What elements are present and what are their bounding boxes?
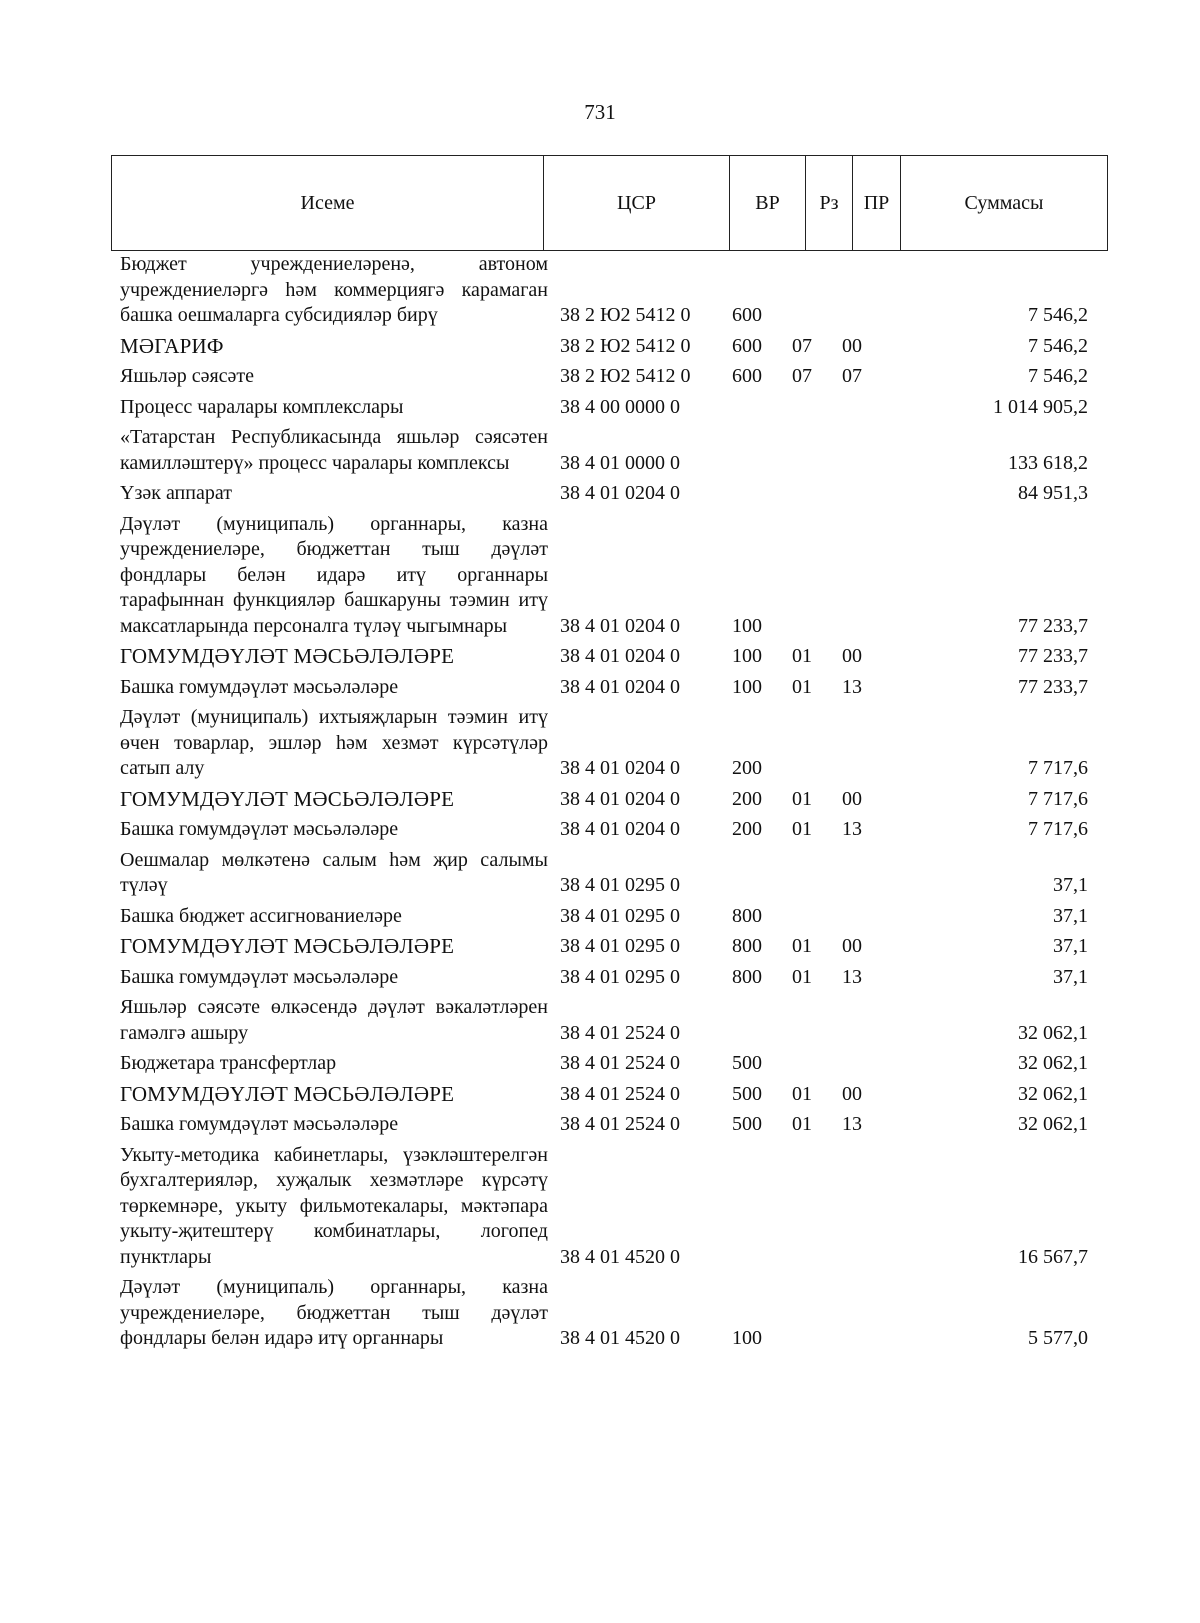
row-sum: 37,1	[1053, 904, 1088, 927]
table-row	[120, 848, 1100, 899]
table-row	[120, 395, 1100, 421]
row-sum: 7 546,2	[1028, 365, 1088, 387]
row-name: Дәүләт (муниципаль) ихтыяҗларын тәэмин итү өчен товарлар, эшләр һәм хезмәт күрсәтүләр сатып алу	[120, 706, 548, 779]
row-pr: 00	[842, 645, 862, 667]
row-vr: 200	[732, 757, 762, 779]
table-row	[120, 995, 1100, 1046]
row-csr: 38 4 01 0204 0	[560, 482, 680, 504]
row-csr: 38 2 Ю2 5412 0	[560, 304, 691, 326]
row-sum: 1 014 905,2	[993, 395, 1088, 418]
row-name: Бюджетара трансфертлар	[120, 1052, 337, 1074]
row-rz: 07	[792, 365, 812, 387]
row-csr: 38 4 01 0295 0	[560, 965, 680, 988]
row-rz: 01	[792, 1113, 812, 1135]
table-row	[120, 364, 1100, 390]
row-csr: 38 4 01 0295 0	[560, 935, 680, 957]
row-rz: 01	[792, 965, 812, 988]
table-row	[120, 1275, 1100, 1352]
row-csr: 38 4 01 2524 0	[560, 1052, 680, 1074]
header-vr: ВР	[730, 156, 806, 251]
row-name: Бюджет учреждениеләренә, автоном учреждениеләргә һәм коммерциягә карамаган башка оешмаларга субсидияләр бирү	[120, 253, 548, 326]
row-sum: 133 618,2	[1008, 451, 1088, 474]
row-sum: 7 546,2	[1028, 334, 1088, 357]
row-pr: 00	[842, 935, 862, 957]
row-vr: 100	[732, 675, 762, 698]
row-rz: 01	[792, 935, 812, 957]
row-pr: 13	[842, 675, 862, 698]
row-vr: 500	[732, 1082, 762, 1105]
row-name: ГОМУМДӘҮЛӘТ МӘСЬӘЛӘЛӘРЕ	[120, 1081, 455, 1106]
row-csr: 38 4 01 2524 0	[560, 1082, 680, 1105]
row-vr: 600	[732, 334, 762, 357]
row-name: Үзәк аппарат	[120, 482, 232, 504]
row-rz: 01	[792, 818, 812, 840]
table-row	[120, 334, 1100, 360]
row-name: Башка бюджет ассигнованиеләре	[120, 904, 402, 927]
row-csr: 38 4 01 2524 0	[560, 1021, 680, 1044]
table-row	[120, 904, 1100, 930]
row-sum: 7 717,6	[1028, 787, 1088, 810]
row-vr: 800	[732, 904, 762, 927]
row-csr: 38 4 01 4520 0	[560, 1245, 680, 1268]
row-name: Башка гомумдәүләт мәсьәләләре	[120, 965, 399, 988]
table-row	[120, 817, 1100, 843]
row-pr: 13	[842, 965, 862, 988]
row-sum: 77 233,7	[1018, 675, 1088, 698]
row-sum: 7 717,6	[1028, 757, 1088, 779]
row-csr: 38 4 01 0204 0	[560, 645, 680, 667]
header-pr: ПР	[853, 156, 901, 251]
row-vr: 500	[732, 1052, 762, 1074]
row-csr: 38 4 01 0295 0	[560, 874, 680, 896]
row-pr: 13	[842, 818, 862, 840]
table-row	[120, 252, 1100, 329]
row-name: МӘГАРИФ	[120, 333, 224, 358]
row-name: «Татарстан Республикасында яшьләр сәясәтен камилләштерү» процесс чаралары комплексы	[120, 426, 548, 474]
row-sum: 5 577,0	[1028, 1327, 1088, 1349]
row-sum: 37,1	[1053, 874, 1088, 896]
row-csr: 38 4 01 0204 0	[560, 818, 680, 840]
table-row	[120, 644, 1100, 670]
row-name: Оешмалар мөлкәтенә салым һәм җир салымы түләү	[120, 848, 548, 896]
header-rz: Рз	[806, 156, 853, 251]
table-row	[120, 481, 1100, 507]
row-csr: 38 4 01 0204 0	[560, 787, 680, 810]
table-row	[120, 705, 1100, 782]
row-sum: 37,1	[1053, 935, 1088, 957]
row-rz: 01	[792, 675, 812, 698]
row-vr: 600	[732, 365, 762, 387]
table-row	[120, 787, 1100, 813]
row-csr: 38 4 00 0000 0	[560, 395, 680, 418]
row-name: Яшьләр сәясәте	[120, 365, 255, 387]
row-csr: 38 4 01 0204 0	[560, 614, 680, 637]
row-name: Дәүләт (муниципаль) органнары, казна учреждениеләре, бюджеттан тыш дәүләт фондлары белән идарә итү органнары тарафыннан функцияләр башкаруны тәэмин итү максатларында персоналга түләү чыгымнары	[120, 512, 548, 637]
row-sum: 77 233,7	[1018, 645, 1088, 667]
row-sum: 84 951,3	[1018, 482, 1088, 504]
row-name: Башка гомумдәүләт мәсьәләләре	[120, 675, 399, 698]
row-csr: 38 4 01 2524 0	[560, 1113, 680, 1135]
row-sum: 7 546,2	[1028, 304, 1088, 326]
row-csr: 38 2 Ю2 5412 0	[560, 365, 691, 387]
row-name: Башка гомумдәүләт мәсьәләләре	[120, 1113, 399, 1135]
row-name: Башка гомумдәүләт мәсьәләләре	[120, 818, 399, 840]
row-vr: 200	[732, 787, 762, 810]
header-name: Исеме	[112, 156, 544, 251]
table-row	[120, 934, 1100, 960]
row-name: ГОМУМДӘҮЛӘТ МӘСЬӘЛӘЛӘРЕ	[120, 934, 455, 958]
row-name: ГОМУМДӘҮЛӘТ МӘСЬӘЛӘЛӘРЕ	[120, 786, 455, 811]
row-csr: 38 4 01 0295 0	[560, 904, 680, 927]
table-row	[120, 1051, 1100, 1077]
row-name: Яшьләр сәясәте өлкәсендә дәүләт вәкаләтләрен гамәлгә ашыру	[120, 996, 548, 1044]
row-pr: 13	[842, 1113, 862, 1135]
table-row	[120, 512, 1100, 640]
row-name: ГОМУМДӘҮЛӘТ МӘСЬӘЛӘЛӘРЕ	[120, 644, 455, 668]
row-sum: 32 062,1	[1018, 1052, 1088, 1074]
row-sum: 37,1	[1053, 965, 1088, 988]
row-sum: 32 062,1	[1018, 1082, 1088, 1105]
row-pr: 07	[842, 365, 862, 387]
row-vr: 100	[732, 645, 762, 667]
row-vr: 600	[732, 304, 762, 326]
row-name: Дәүләт (муниципаль) органнары, казна учреждениеләре, бюджеттан тыш дәүләт фондлары белән идарә итү органнары	[120, 1276, 548, 1349]
row-pr: 00	[842, 787, 862, 810]
table-row	[120, 425, 1100, 476]
page-number: 731	[584, 100, 616, 124]
table-body	[120, 252, 1100, 1357]
header-sum: Суммасы	[901, 156, 1108, 251]
table-row	[120, 1082, 1100, 1108]
row-csr: 38 4 01 4520 0	[560, 1327, 680, 1349]
row-rz: 07	[792, 334, 812, 357]
row-vr: 200	[732, 818, 762, 840]
row-name: Укыту-методика кабинетлары, үзәкләштерелгән бухгалтерияләр, хуҗалык хезмәтләре күрсәтү төркемнәре, укыту фильмотекалары, мәктәпара укыту-җитештерү комбинатлары, логопед пунктлары	[120, 1143, 548, 1268]
table-header	[111, 155, 1108, 251]
header-csr: ЦСР	[544, 156, 730, 251]
table-row	[120, 965, 1100, 991]
row-sum: 77 233,7	[1018, 614, 1088, 637]
row-rz: 01	[792, 1082, 812, 1105]
table-row	[120, 1112, 1100, 1138]
row-sum: 32 062,1	[1018, 1021, 1088, 1044]
row-rz: 01	[792, 787, 812, 810]
row-sum: 16 567,7	[1018, 1245, 1088, 1268]
row-rz: 01	[792, 645, 812, 667]
row-vr: 100	[732, 1327, 762, 1349]
row-pr: 00	[842, 334, 862, 357]
row-name: Процесс чаралары комплекслары	[120, 395, 404, 418]
row-vr: 500	[732, 1113, 762, 1135]
row-csr: 38 4 01 0204 0	[560, 757, 680, 779]
row-pr: 00	[842, 1082, 862, 1105]
table-row	[120, 1143, 1100, 1271]
row-vr: 800	[732, 935, 762, 957]
row-vr: 100	[732, 614, 762, 637]
row-csr: 38 2 Ю2 5412 0	[560, 334, 691, 357]
row-sum: 32 062,1	[1018, 1113, 1088, 1135]
row-csr: 38 4 01 0204 0	[560, 675, 680, 698]
table-row	[120, 675, 1100, 701]
row-vr: 800	[732, 965, 762, 988]
row-csr: 38 4 01 0000 0	[560, 451, 680, 474]
row-sum: 7 717,6	[1028, 818, 1088, 840]
